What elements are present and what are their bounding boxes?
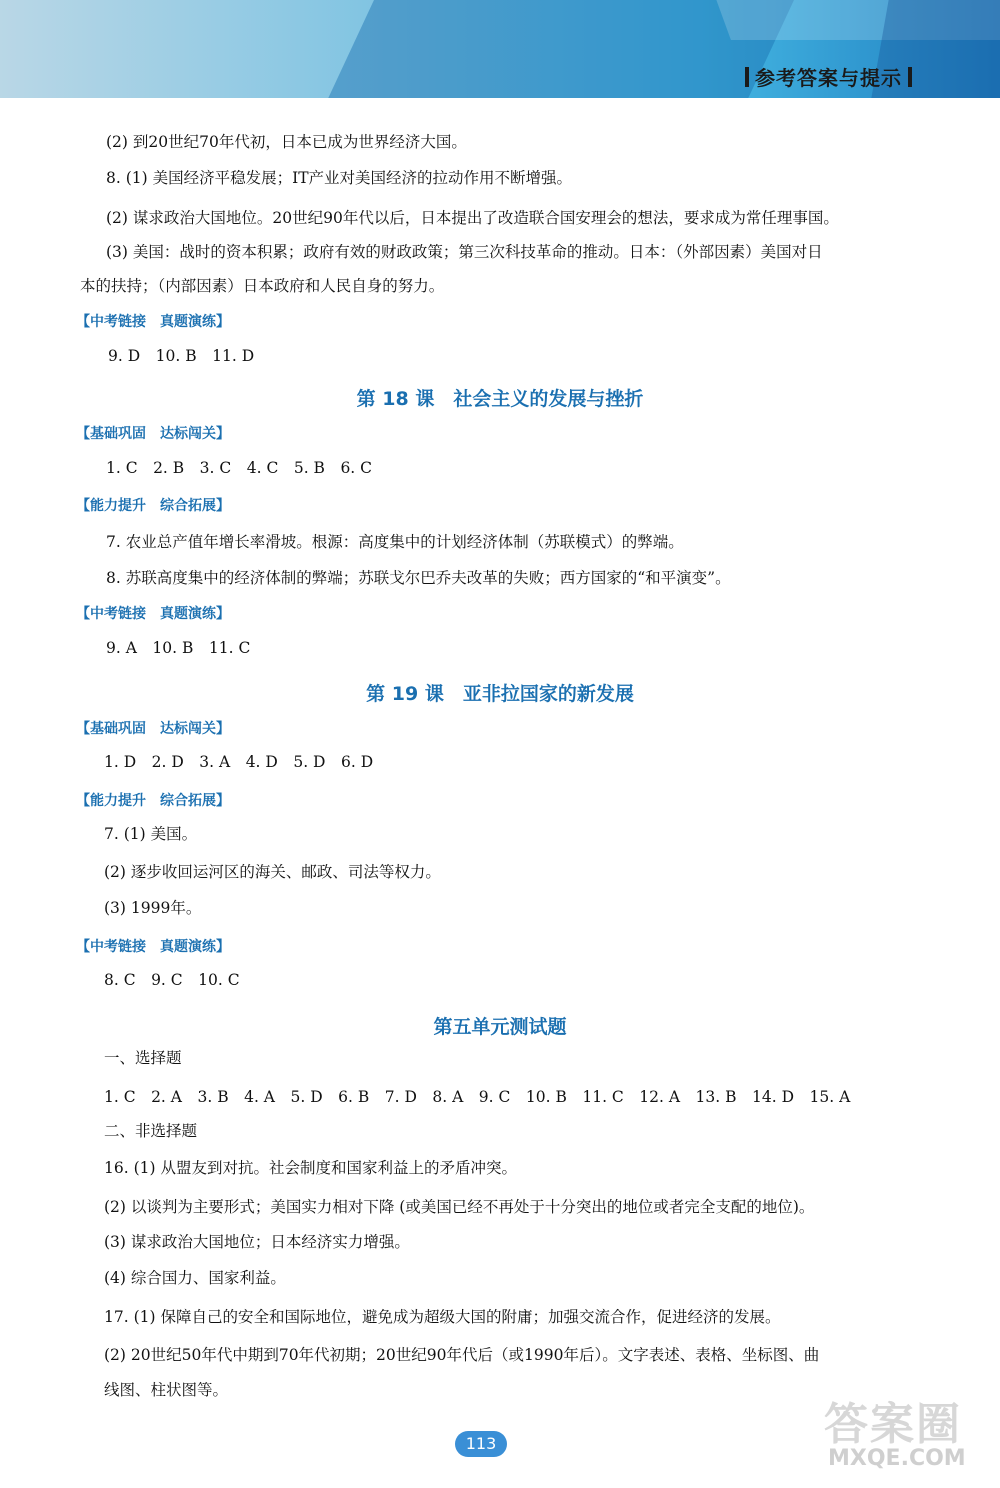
answer-line: 7. (1) 美国。 — [104, 825, 198, 843]
watermark-text: 答案圈 — [824, 1399, 962, 1450]
page-number: 113 — [455, 1431, 507, 1457]
section-tag: 【能力提升 综合拓展】 — [76, 498, 230, 514]
answer-line: (2) 逐步收回运河区的海关、邮政、司法等权力。 — [104, 863, 441, 881]
header-banner — [0, 0, 1000, 98]
answer-line: (4) 综合国力、国家利益。 — [104, 1269, 286, 1287]
answer-line: 一、选择题 — [104, 1049, 182, 1067]
answer-line: 线图、柱状图等。 — [104, 1381, 229, 1399]
answer-line: (3) 1999年。 — [104, 899, 202, 917]
answer-line: 8. 苏联高度集中的经济体制的弊端；苏联戈尔巴乔夫改革的失败；西方国家的“和平演变”。 — [106, 569, 731, 587]
section-tag: 【能力提升 综合拓展】 — [76, 793, 230, 809]
answer-line: 7. 农业总产值年增长率滑坡。根源：高度集中的计划经济体制（苏联模式）的弊端。 — [106, 533, 684, 551]
answer-line: 1. C 2. B 3. C 4. C 5. B 6. C — [106, 459, 373, 477]
section-tag: 【中考链接 真题演练】 — [76, 314, 230, 330]
answer-line: (2) 谋求政治大国地位。20世纪90年代以后，日本提出了改造联合国安理会的想法，要求成为常任理事国。 — [106, 209, 839, 227]
bar-icon — [745, 67, 749, 87]
answer-line: (3) 美国：战时的资本积累；政府有效的财政政策；第三次科技革命的推动。日本：（外部因素）美国对日 — [106, 243, 823, 261]
lesson-heading: 第 19 课 亚非拉国家的新发展 — [366, 683, 634, 705]
answer-line: (3) 谋求政治大国地位；日本经济实力增强。 — [104, 1233, 410, 1251]
lesson-heading: 第 18 课 社会主义的发展与挫折 — [356, 388, 644, 410]
answer-line: 1. C 2. A 3. B 4. A 5. D 6. B 7. D 8. A 9. C 10. B 11. C 12. A 13. B 14. D 15. A — [104, 1088, 851, 1106]
section-tag: 【基础巩固 达标闯关】 — [76, 426, 230, 442]
answer-line: 17. (1) 保障自己的安全和国际地位，避免成为超级大国的附庸；加强交流合作，促进经济的发展。 — [104, 1308, 781, 1326]
answer-line: 二、非选择题 — [104, 1122, 198, 1140]
watermark-url: MXQE.COM — [828, 1446, 966, 1471]
answer-line: 本的扶持；（内部因素）日本政府和人民自身的努力。 — [80, 277, 445, 295]
answer-line: 9. D 10. B 11. D — [108, 347, 255, 365]
section-label — [745, 62, 912, 91]
answer-line: 1. D 2. D 3. A 4. D 5. D 6. D — [104, 753, 374, 771]
answer-line: 9. A 10. B 11. C — [106, 639, 251, 657]
watermark-logo — [820, 1388, 995, 1483]
answer-line: 16. (1) 从盟友到对抗。社会制度和国家利益上的矛盾冲突。 — [104, 1159, 517, 1177]
answer-line: 8. C 9. C 10. C — [104, 971, 240, 989]
answer-line: (2) 20世纪50年代中期到70年代初期；20世纪90年代后（或1990年后）。文字表述、表格、坐标图、曲 — [104, 1346, 820, 1364]
answer-line: (2) 以谈判为主要形式；美国实力相对下降 (或美国已经不再处于十分突出的地位或者完全支配的地位)。 — [104, 1198, 815, 1216]
unit-test-heading: 第五单元测试题 — [433, 1016, 567, 1038]
section-tag: 【基础巩固 达标闯关】 — [76, 721, 230, 737]
section-tag: 【中考链接 真题演练】 — [76, 939, 230, 955]
section-label-text: 参考答案与提示 — [755, 66, 902, 90]
bar-icon — [908, 67, 912, 87]
section-tag: 【中考链接 真题演练】 — [76, 606, 230, 622]
answer-line: (2) 到20世纪70年代初，日本已成为世界经济大国。 — [106, 133, 467, 151]
answer-line: 8. (1) 美国经济平稳发展；IT产业对美国经济的拉动作用不断增强。 — [106, 169, 573, 187]
